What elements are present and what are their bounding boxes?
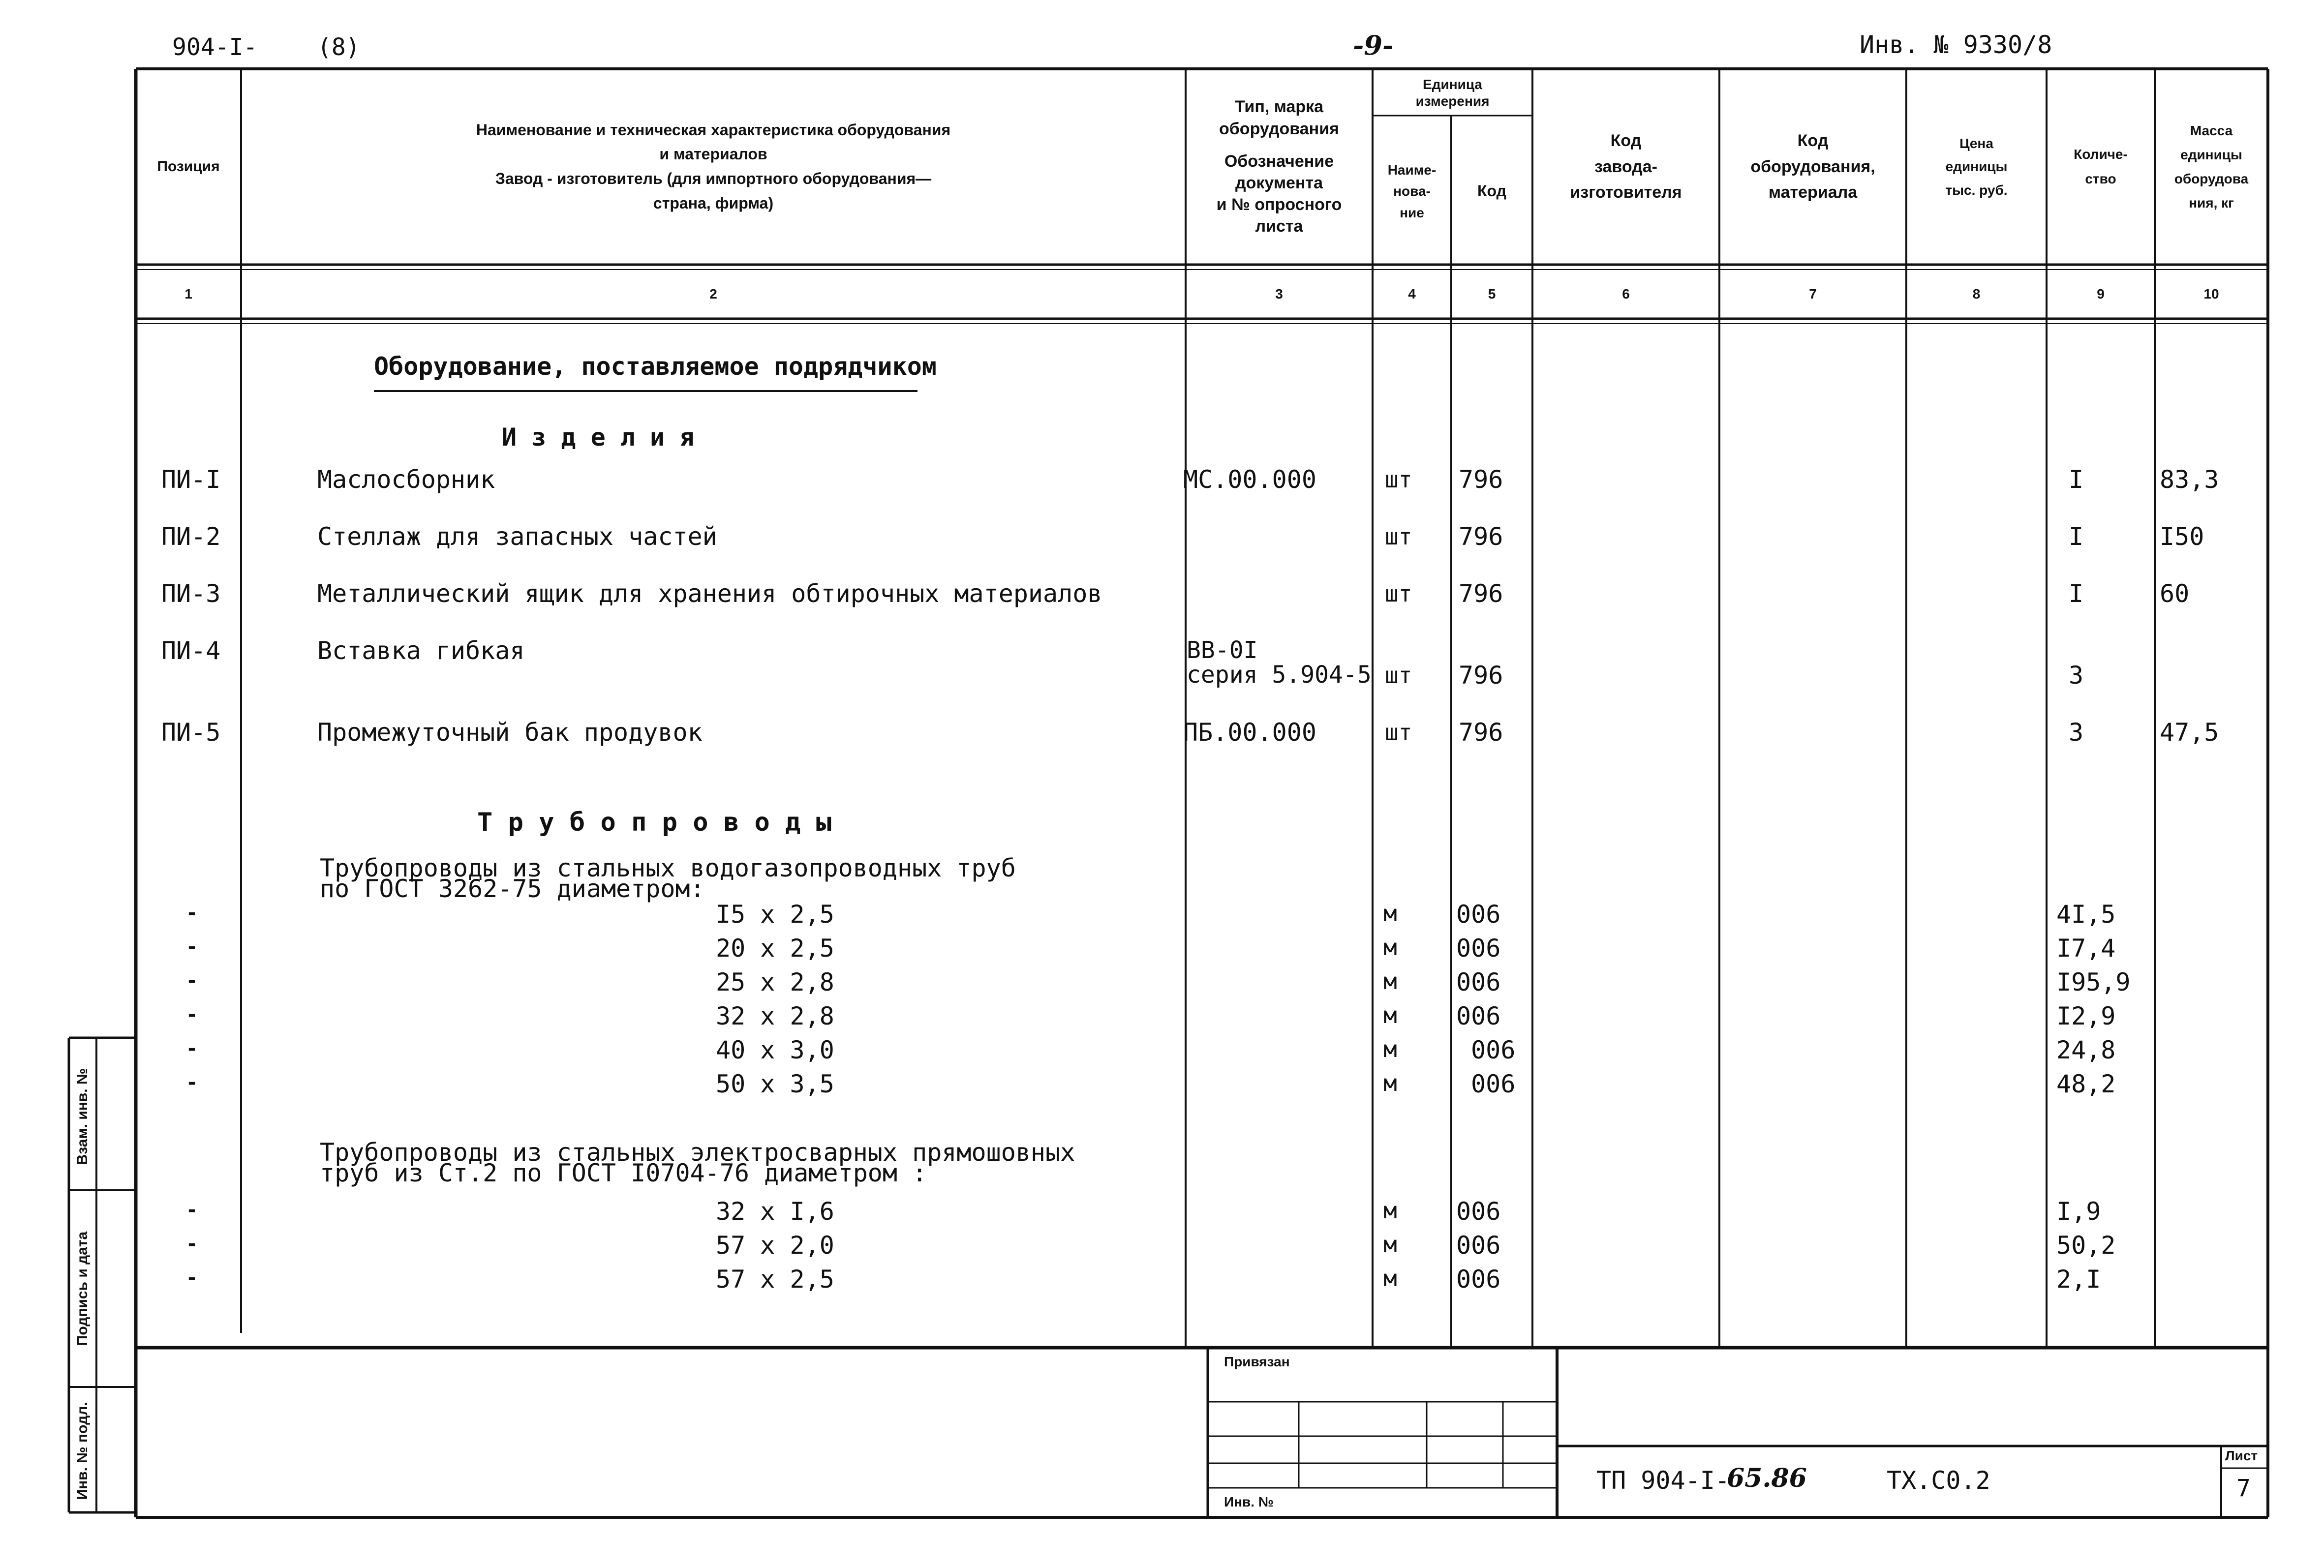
stamp-inv-no: Инв. № — [1224, 1494, 1274, 1509]
item-1-name: Маслосборник — [317, 465, 495, 494]
item-3-unit: шт — [1385, 580, 1412, 607]
header-name — [241, 69, 1186, 265]
pipe-row-code: 006 — [1471, 1070, 1516, 1098]
section-title: Оборудование, поставляемое подрядчиком — [374, 352, 937, 381]
side-stamp-vzam: Взам. инв. № — [74, 1068, 91, 1165]
item-4-code: 796 — [1459, 661, 1503, 690]
pipe-row-size: 50 x 3,5 — [716, 1070, 834, 1098]
item-2-quantity: I — [2069, 522, 2084, 551]
header-type-line-1: Тип, марка — [1234, 97, 1324, 117]
header-type-line-2: оборудования — [1219, 119, 1339, 138]
item-5-position: ПИ-5 — [161, 718, 221, 747]
pipe-row-unit: м — [1383, 934, 1397, 961]
col-number-2: 2 — [709, 286, 717, 302]
pipe-row-quantity: 50,2 — [2056, 1231, 2116, 1260]
item-2-unit: шт — [1385, 523, 1412, 550]
item-2-code: 796 — [1459, 522, 1503, 551]
stamp-sheet-number: 7 — [2236, 1475, 2251, 1502]
col-number-3: 3 — [1275, 286, 1283, 302]
header-unit-name-3: ние — [1400, 205, 1424, 220]
pipe-row-size: 40 x 3,0 — [716, 1036, 834, 1064]
col-number-4: 4 — [1408, 286, 1416, 302]
pipe-row-position: - — [186, 1037, 198, 1060]
side-stamp-podpis: Подпись и дата — [74, 1231, 91, 1346]
pipe-row-quantity: 48,2 — [2056, 1070, 2116, 1098]
item-5-mass: 47,5 — [2160, 718, 2219, 747]
pipe-row-unit: м — [1383, 968, 1397, 995]
header-type — [1186, 69, 1373, 265]
pipe-row-size: 20 x 2,5 — [716, 934, 834, 963]
pipe-row-code: 006 — [1456, 934, 1501, 963]
pipes-title: Т р у б о п р о в о д ы — [477, 808, 832, 837]
header-price-line-2: единицы — [1945, 159, 2008, 175]
item-5-name: Промежуточный бак продувок — [317, 718, 703, 747]
item-4-quantity: 3 — [2069, 661, 2084, 690]
item-4-unit: шт — [1385, 662, 1412, 689]
col-number-5: 5 — [1488, 286, 1496, 302]
item-4-type: ВВ-0I — [1187, 636, 1258, 664]
pipe-row-position: - — [186, 1199, 198, 1221]
pipe-row-code: 006 — [1456, 1231, 1501, 1260]
header-mass-line-3: оборудова — [2174, 171, 2249, 186]
header-name-line-1: Наименование и техническая характеристика оборудования — [476, 121, 951, 139]
item-1-type: МС.00.000 — [1183, 465, 1316, 494]
header-equip-line-1: Код — [1797, 131, 1829, 150]
pipe-row-position: - — [186, 1003, 198, 1026]
item-1-mass: 83,3 — [2160, 465, 2219, 494]
item-3-name: Металлический ящик для хранения обтирочных материалов — [317, 579, 1102, 608]
item-4-position: ПИ-4 — [161, 636, 221, 665]
header-qty-line-2: ство — [2085, 171, 2116, 186]
doc-variant: (8) — [317, 33, 360, 61]
group-2-desc-line-2: труб из Ст.2 по ГОСТ I0704-76 диаметром : — [320, 1159, 927, 1187]
stamp-doc-code-handwritten: 65.86 — [1727, 1463, 1807, 1493]
item-5-code: 796 — [1459, 718, 1503, 747]
pipe-row-position: - — [186, 1266, 198, 1289]
pipe-row-code: 006 — [1456, 1265, 1501, 1294]
pipe-row-quantity: 24,8 — [2056, 1036, 2116, 1064]
item-2-position: ПИ-2 — [161, 522, 221, 551]
col-number-8: 8 — [1972, 286, 1981, 302]
header-price-line-3: тыс. руб. — [1945, 182, 2008, 198]
header-factory-line-1: Код — [1610, 131, 1642, 150]
item-5-unit: шт — [1385, 719, 1412, 746]
pipe-row-code: 006 — [1471, 1036, 1516, 1064]
pipe-row-quantity: I,9 — [2056, 1197, 2101, 1226]
item-5-type: ПБ.00.000 — [1183, 718, 1316, 747]
pipe-row-size: 25 x 2,8 — [716, 968, 834, 996]
header-unit-line-1: Единица — [1423, 77, 1482, 92]
header-mass-line-4: ния, кг — [2189, 195, 2234, 211]
pipe-row-quantity: I7,4 — [2056, 934, 2116, 963]
pipe-row-quantity: I2,9 — [2056, 1002, 2116, 1030]
header-unit-group — [1373, 71, 1532, 115]
col-number-1: 1 — [184, 286, 192, 302]
header-type-line-5: и № опросного — [1216, 195, 1342, 214]
pipe-row-unit: м — [1383, 1265, 1397, 1292]
pipe-row-unit: м — [1383, 1197, 1397, 1224]
inventory-number: Инв. № 9330/8 — [1860, 30, 2052, 59]
item-3-code: 796 — [1459, 579, 1503, 608]
header-mass — [2155, 69, 2268, 265]
pipe-row-quantity: 4I,5 — [2056, 900, 2116, 929]
pipe-row-unit: м — [1383, 1231, 1397, 1258]
pipe-row-position: - — [186, 1233, 198, 1255]
item-2-name: Стеллаж для запасных частей — [317, 522, 717, 551]
pipe-row-code: 006 — [1456, 1002, 1501, 1030]
pipe-row-unit: м — [1383, 1036, 1397, 1062]
header-unit-name — [1373, 118, 1451, 265]
item-1-unit: шт — [1385, 466, 1412, 493]
header-equip-line-3: материала — [1768, 183, 1858, 202]
pipe-row-code: 006 — [1456, 1197, 1501, 1226]
item-5-quantity: 3 — [2069, 718, 2084, 747]
col-number-9: 9 — [2097, 286, 2105, 302]
header-type-line-3: Обозначение — [1224, 151, 1334, 171]
pipe-row-position: - — [186, 935, 198, 958]
pipe-row-size: 57 x 2,0 — [716, 1231, 834, 1260]
item-4-series: серия 5.904-5 — [1187, 661, 1372, 689]
side-stamp-inv-podl: Инв. № подл. — [74, 1402, 91, 1500]
group-1-desc-line-2: по ГОСТ 3262-75 диаметром: — [320, 874, 705, 903]
stamp-doc-code-prefix: ТП 904-I- — [1596, 1466, 1730, 1495]
header-equipment-code — [1719, 69, 1906, 265]
header-unit-code: Код — [1477, 182, 1506, 200]
pipe-row-code: 006 — [1456, 900, 1501, 929]
header-position: Позиция — [157, 158, 220, 175]
header-name-line-3: Завод - изготовитель (для импортного оборудования— — [495, 170, 932, 187]
group-1-desc-line-1: Трубопроводы из стальных водогазопроводных труб — [320, 854, 1016, 882]
pipe-row-position: - — [186, 1071, 198, 1094]
stamp-doc-section: ТХ.С0.2 — [1887, 1466, 1990, 1495]
header-factory-line-2: завода- — [1594, 157, 1657, 176]
stamp-privyazan: Привязан — [1224, 1354, 1290, 1369]
group-2-desc-line-1: Трубопроводы из стальных электросварных прямошовных — [320, 1138, 1075, 1167]
item-1-code: 796 — [1459, 465, 1503, 494]
col-number-7: 7 — [1809, 286, 1817, 302]
pipe-row-size: I5 x 2,5 — [716, 900, 834, 929]
header-unit-line-2: измерения — [1415, 93, 1490, 109]
pipe-row-position: - — [186, 902, 198, 924]
pipe-row-unit: м — [1383, 1070, 1397, 1096]
header-price — [1906, 69, 2047, 265]
item-3-position: ПИ-3 — [161, 579, 221, 608]
item-3-quantity: I — [2069, 579, 2084, 608]
pipe-row-unit: м — [1383, 900, 1397, 927]
item-2-mass: I50 — [2160, 522, 2204, 551]
stamp-sheet-label: Лист — [2225, 1448, 2258, 1463]
header-type-line-6: листа — [1255, 217, 1303, 236]
header-name-line-4: страна, фирма) — [653, 194, 774, 212]
pipe-row-quantity: 2,I — [2056, 1265, 2101, 1294]
header-unit-name-1: Наиме- — [1387, 162, 1437, 178]
pipe-row-position: - — [186, 969, 198, 992]
item-4-name: Вставка гибкая — [317, 636, 525, 665]
pipe-row-unit: м — [1383, 1002, 1397, 1028]
pipe-row-code: 006 — [1456, 968, 1501, 996]
header-name-line-2: и материалов — [659, 145, 767, 163]
header-type-line-4: документа — [1235, 174, 1323, 192]
pipe-row-quantity: I95,9 — [2056, 968, 2131, 996]
header-qty-line-1: Количе- — [2074, 146, 2128, 162]
item-1-quantity: I — [2069, 465, 2084, 494]
col-number-6: 6 — [1622, 286, 1630, 302]
header-unit-name-2: нова- — [1393, 183, 1431, 199]
header-mass-line-1: Масса — [2190, 123, 2233, 138]
header-quantity — [2047, 69, 2155, 265]
header-factory-code — [1532, 69, 1719, 265]
pipe-row-size: 32 x I,6 — [716, 1197, 834, 1226]
header-price-line-1: Цена — [1959, 135, 1993, 151]
pipe-row-size: 32 x 2,8 — [716, 1002, 834, 1030]
pipe-row-size: 57 x 2,5 — [716, 1265, 834, 1294]
item-1-position: ПИ-I — [161, 465, 221, 494]
header-mass-line-2: единицы — [2180, 147, 2242, 162]
header-factory-line-3: изготовителя — [1570, 183, 1682, 202]
col-number-10: 10 — [2203, 286, 2219, 302]
page-number: -9- — [1353, 30, 1394, 61]
header-equip-line-2: оборудования, — [1750, 157, 1875, 176]
items-title: И з д е л и я — [502, 423, 695, 452]
doc-prefix: 904-I- — [172, 33, 258, 61]
item-3-mass: 60 — [2160, 579, 2190, 608]
